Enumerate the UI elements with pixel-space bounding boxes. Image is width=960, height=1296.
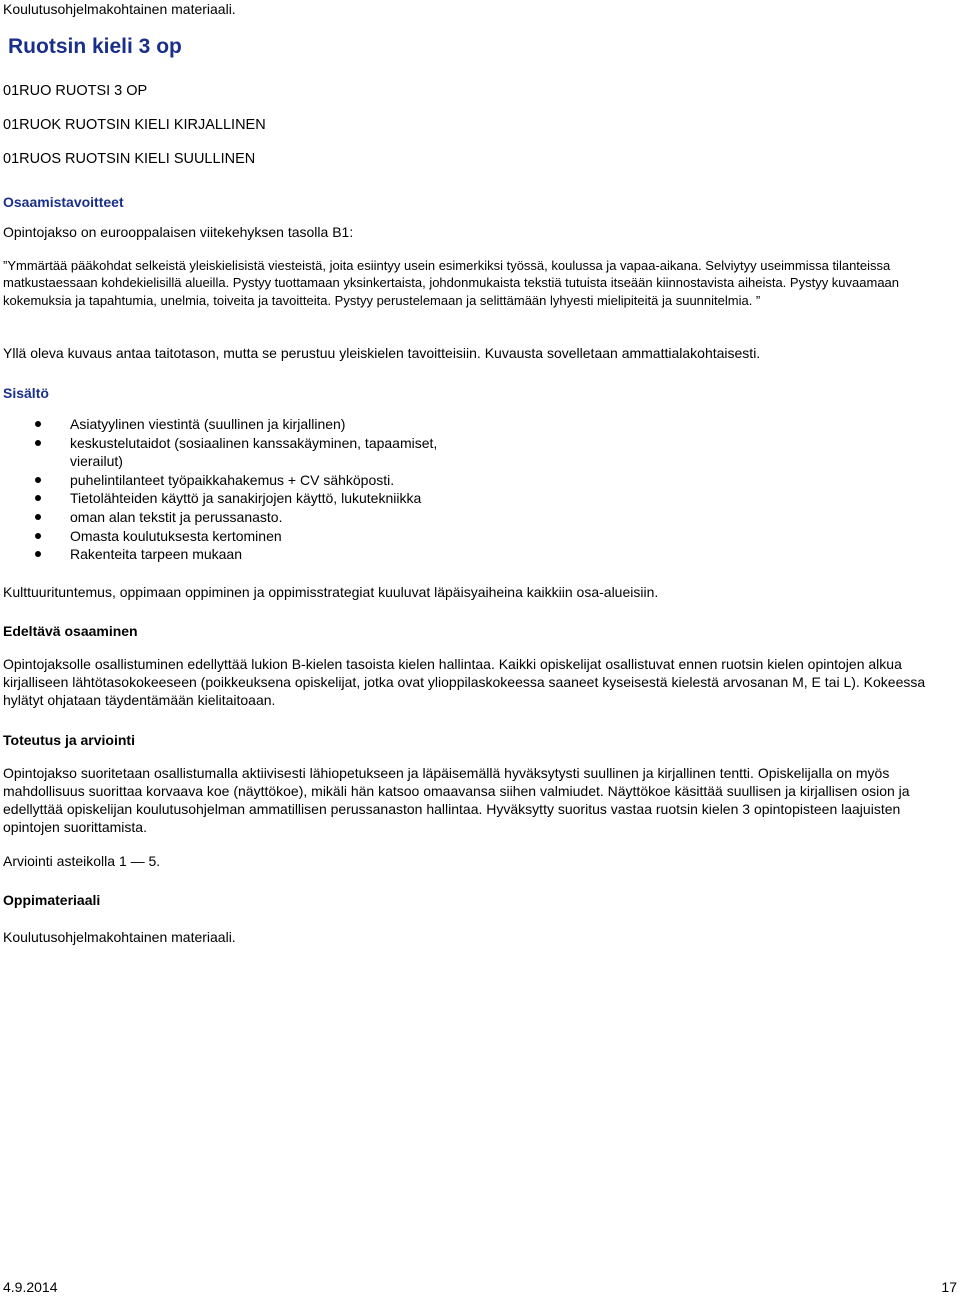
toteutus-text: Opintojakso suoritetaan osallistumalla aktiivisesti lähiopetukseen ja läpäisemällä hyväksytysti suullinen ja kirjallinen tentti. Opiskelijalla on myös mahdollisuus suorittaa korvaava koe (näyttökoe), mikäli hän katsoo omaavansa siihen valmiudet. Näyttökoe käsittää suullisen ja kirjallisen osion ja edellyttää opiskelijan koulutusohjelman ammatillisen perussanaston hallintaa. Hyväksytty suoritus vastaa ruotsin kielen 3 opintopisteen laajuisten opintojen suorittamista. xyxy=(3,765,910,835)
list-item: Asiatyylinen viestintä (suullinen ja kirjallinen) xyxy=(0,415,520,434)
bullet-icon xyxy=(35,514,41,520)
bullet-icon xyxy=(35,440,41,446)
bullet-icon xyxy=(35,495,41,501)
arviointi-scale: Arviointi asteikolla 1 — 5. xyxy=(3,853,161,869)
course-code-main: 01RUO RUOTSI 3 OP xyxy=(3,83,148,99)
list-item: Tietolähteiden käyttö ja sanakirjojen käyttö, lukutekniikka xyxy=(0,489,520,508)
osaamistavoitteet-note: Yllä oleva kuvaus antaa taitotason, mutta se perustuu yleiskielen tavoitteisiin. Kuvausta sovelletaan ammattialakohtaisesti. xyxy=(3,345,761,361)
page-number: 17 xyxy=(941,1279,957,1295)
heading-edeltava-osaaminen: Edeltävä osaaminen xyxy=(3,623,138,639)
osaamistavoitteet-quote: ”Ymmärtää pääkohdat selkeistä yleiskielisistä viesteistä, joita esiintyy usein esimerkiksi työssä, koulussa ja vapaa-aikana. Selviytyy useimmissa tilanteissa matkustaessaan kohdekielisillä alueilla. Pystyy tuottamaan yksinkertaista, johdonmukaista tekstiä tutuista itseään kiinnostavista aiheista. Pystyy kuvaamaan kokemuksia ja tapahtumia, unelmia, toiveita ja tavoitteita. Pystyy perustelemaan ja selittämään lyhyesti mielipiteitä ja suunnitelmia. ” xyxy=(3,258,900,308)
course-code-written: 01RUOK RUOTSIN KIELI KIRJALLINEN xyxy=(3,117,266,133)
sisalto-footer: Kulttuurituntemus, oppimaan oppiminen ja oppimisstrategiat kuuluvat läpäisyaiheina kaikkiin osa-alueisiin. xyxy=(3,584,659,600)
list-item: keskustelutaidot (sosiaalinen kanssakäyminen, tapaamiset, vierailut) xyxy=(0,434,520,471)
oppimateriaali-text: Koulutusohjelmakohtainen materiaali. xyxy=(3,929,236,945)
list-item: Rakenteita tarpeen mukaan xyxy=(0,545,520,564)
bullet-icon xyxy=(35,533,41,539)
list-item: oman alan tekstit ja perussanasto. xyxy=(0,508,520,527)
sisalto-list xyxy=(0,415,520,564)
list-item: puhelintilanteet työpaikkahakemus + CV sähköposti. xyxy=(0,471,520,490)
bullet-icon xyxy=(35,551,41,557)
heading-oppimateriaali: Oppimateriaali xyxy=(3,892,101,908)
heading-sisalto: Sisältö xyxy=(3,385,49,401)
list-item: Omasta koulutuksesta kertominen xyxy=(0,527,520,546)
footer-date: 4.9.2014 xyxy=(3,1279,58,1295)
course-code-oral: 01RUOS RUOTSIN KIELI SUULLINEN xyxy=(3,151,256,167)
page-title: Ruotsin kieli 3 op xyxy=(8,35,182,58)
heading-toteutus-arviointi: Toteutus ja arviointi xyxy=(3,732,135,748)
osaamistavoitteet-intro: Opintojakso on eurooppalaisen viitekehyksen tasolla B1: xyxy=(3,224,354,240)
heading-osaamistavoitteet: Osaamistavoitteet xyxy=(3,194,124,210)
bullet-icon xyxy=(35,421,41,427)
top-note: Koulutusohjelmakohtainen materiaali. xyxy=(3,1,236,17)
bullet-icon xyxy=(35,477,41,483)
edeltava-text: Opintojaksolle osallistuminen edellyttää lukion B-kielen tasoista kielen hallintaa. Kaikki opiskelijat osallistuvat ennen ruotsin kielen opintojen alkua kirjalliseen lähtötasokokeeseen (poikkeuksena opiskelijat, jotka ovat ylioppilaskokeessa saaneet kyseisestä kielestä arvosanan M, E tai L). Kokeessa hylätyt ohjataan täydentämään kielitaitoaan. xyxy=(3,656,926,708)
